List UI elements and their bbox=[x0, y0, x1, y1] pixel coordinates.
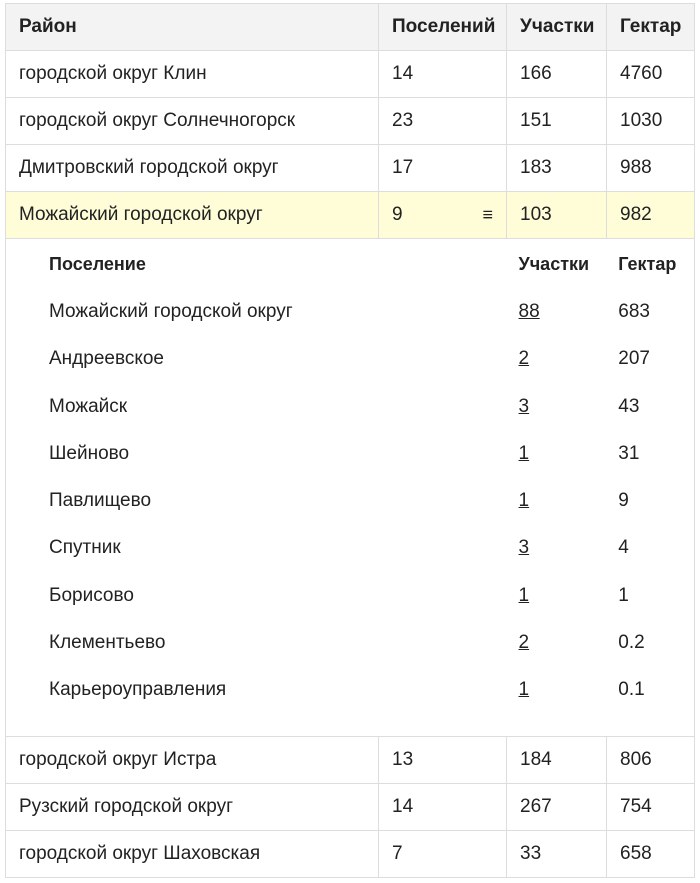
table-row[interactable] bbox=[5, 145, 695, 192]
plots-link[interactable]: 1 bbox=[518, 679, 530, 701]
detail-header-settlement: Поселение bbox=[49, 254, 146, 275]
detail-hectares: 9 bbox=[618, 490, 629, 512]
cell-hectares: 4760 bbox=[606, 51, 695, 97]
detail-row bbox=[6, 572, 694, 619]
table-row-selected[interactable] bbox=[5, 192, 695, 239]
cell-plots: 267 bbox=[506, 784, 606, 830]
header-hectares[interactable]: Гектар bbox=[606, 4, 695, 50]
cell-district: городской округ Шаховская bbox=[5, 831, 378, 877]
cell-settlements bbox=[378, 192, 506, 238]
plots-link[interactable]: 3 bbox=[518, 395, 530, 417]
detail-row bbox=[6, 667, 694, 714]
cell-hectares: 754 bbox=[606, 784, 695, 830]
plots-link[interactable]: 3 bbox=[518, 537, 530, 559]
table-row[interactable] bbox=[5, 784, 695, 831]
cell-district: Дмитровский городской округ bbox=[5, 145, 378, 191]
cell-hectares: 982 bbox=[606, 192, 695, 238]
table-row[interactable] bbox=[5, 51, 695, 98]
detail-settlement: Клементьево bbox=[49, 632, 166, 654]
detail-row bbox=[6, 525, 694, 572]
cell-plots: 184 bbox=[506, 737, 606, 783]
cell-settlements: 13 bbox=[378, 737, 506, 783]
detail-header-hectares: Гектар bbox=[618, 254, 677, 275]
cell-hectares: 806 bbox=[606, 737, 695, 783]
header-plots[interactable]: Участки bbox=[506, 4, 606, 50]
detail-hectares: 31 bbox=[618, 442, 640, 464]
detail-settlement: Андреевское bbox=[49, 348, 164, 370]
plots-link[interactable]: 2 bbox=[518, 348, 530, 370]
detail-settlement: Павлищево bbox=[49, 490, 152, 512]
detail-settlement: Борисово bbox=[49, 584, 134, 606]
table-row[interactable] bbox=[5, 831, 695, 878]
detail-settlement: Можайск bbox=[49, 395, 128, 417]
table-header bbox=[5, 3, 695, 51]
detail-row bbox=[6, 336, 694, 383]
detail-row bbox=[6, 430, 694, 477]
cell-plots: 33 bbox=[506, 831, 606, 877]
table-row[interactable] bbox=[5, 98, 695, 145]
detail-settlement: Карьероуправления bbox=[49, 679, 227, 701]
cell-settlements: 14 bbox=[378, 51, 506, 97]
detail-hectares: 683 bbox=[618, 300, 650, 322]
detail-row bbox=[6, 288, 694, 335]
plots-link[interactable]: 88 bbox=[518, 300, 540, 322]
cell-district: Рузский городской округ bbox=[5, 784, 378, 830]
header-district[interactable]: Район bbox=[5, 4, 378, 50]
cell-settlements: 7 bbox=[378, 831, 506, 877]
cell-plots: 103 bbox=[506, 192, 606, 238]
cell-district: городской округ Солнечногорск bbox=[5, 98, 378, 144]
plots-link[interactable]: 1 bbox=[518, 490, 530, 512]
cell-district: городской округ Клин bbox=[5, 51, 378, 97]
detail-row bbox=[6, 477, 694, 524]
cell-hectares: 658 bbox=[606, 831, 695, 877]
cell-hectares: 1030 bbox=[606, 98, 695, 144]
cell-plots: 183 bbox=[506, 145, 606, 191]
cell-settlements: 23 bbox=[378, 98, 506, 144]
detail-hectares: 0.1 bbox=[618, 679, 645, 701]
detail-row bbox=[6, 619, 694, 666]
cell-plots: 166 bbox=[506, 51, 606, 97]
cell-district: Можайский городской округ bbox=[5, 192, 378, 238]
detail-row bbox=[6, 383, 694, 430]
cell-settlements: 14 bbox=[378, 784, 506, 830]
cell-district: городской округ Истра bbox=[5, 737, 378, 783]
detail-hectares: 4 bbox=[618, 537, 629, 559]
menu-icon[interactable]: ≡ bbox=[482, 204, 493, 225]
plots-link[interactable]: 1 bbox=[518, 442, 530, 464]
detail-settlement: Можайский городской округ bbox=[49, 300, 293, 322]
cell-hectares: 988 bbox=[606, 145, 695, 191]
settlement-detail-panel bbox=[5, 239, 695, 737]
cell-settlements: 17 bbox=[378, 145, 506, 191]
detail-hectares: 43 bbox=[618, 395, 640, 417]
cell-plots: 151 bbox=[506, 98, 606, 144]
detail-hectares: 1 bbox=[618, 584, 629, 606]
detail-header bbox=[6, 241, 694, 288]
detail-hectares: 207 bbox=[618, 348, 650, 370]
table-row[interactable] bbox=[5, 737, 695, 784]
district-table bbox=[5, 3, 695, 878]
detail-header-plots: Участки bbox=[518, 254, 590, 275]
settlements-value: 9 bbox=[392, 204, 403, 225]
plots-link[interactable]: 1 bbox=[518, 584, 530, 606]
detail-settlement: Спутник bbox=[49, 537, 121, 559]
detail-hectares: 0.2 bbox=[618, 632, 645, 654]
plots-link[interactable]: 2 bbox=[518, 632, 530, 654]
detail-settlement: Шейново bbox=[49, 442, 130, 464]
header-settlements[interactable]: Поселений bbox=[378, 4, 506, 50]
